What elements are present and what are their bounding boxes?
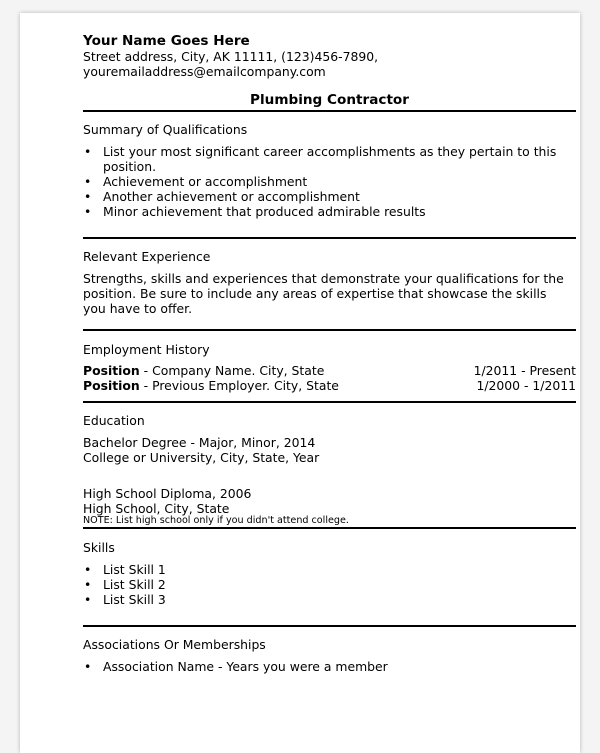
education-degree: Bachelor Degree - Major, Minor, 2014 — [83, 435, 316, 450]
employment-row — [83, 363, 324, 378]
list-item — [83, 592, 576, 607]
experience-text: Strengths, skills and experiences that demonstrate your qualifications for the — [83, 271, 564, 286]
employment-row — [83, 378, 339, 393]
associations-heading: Associations Or Memberships — [83, 637, 266, 652]
education-note: NOTE: List high school only if you didn't attend college. — [83, 515, 349, 526]
employment-heading: Employment History — [83, 342, 210, 357]
education-heading: Education — [83, 413, 145, 428]
list-item — [83, 174, 576, 189]
section-divider — [83, 527, 576, 529]
list-item — [83, 659, 576, 674]
resume-page — [20, 13, 580, 753]
list-item — [83, 189, 576, 204]
summary-item-text: Achievement or accomplishment — [103, 174, 308, 189]
education-diploma: High School Diploma, 2006 — [83, 486, 252, 501]
skill-text: List Skill 3 — [103, 592, 166, 607]
summary-heading: Summary of Qualifications — [83, 122, 248, 137]
associations-list — [83, 659, 576, 674]
skill-text: List Skill 1 — [103, 562, 166, 577]
position-title: Position — [83, 378, 140, 393]
summary-item-text: List your most significant career accomplishments as they pertain to this — [103, 144, 557, 159]
job-title: Plumbing Contractor — [250, 92, 409, 108]
education-school: High School, City, State — [83, 501, 230, 516]
section-divider — [83, 625, 576, 627]
section-divider — [83, 110, 576, 112]
summary-list — [83, 144, 576, 219]
list-item — [83, 577, 576, 592]
experience-text: you have to offer. — [83, 301, 193, 316]
section-divider — [83, 329, 576, 331]
contact-email: youremailaddress@emailcompany.com — [83, 64, 326, 79]
section-divider — [83, 237, 576, 239]
skill-text: List Skill 2 — [103, 577, 166, 592]
experience-text: position. Be sure to include any areas of expertise that showcase the skills — [83, 286, 547, 301]
list-item — [83, 204, 576, 219]
education-college: College or University, City, State, Year — [83, 450, 320, 465]
position-title: Position — [83, 363, 140, 378]
skills-list — [83, 562, 576, 607]
candidate-name: Your Name Goes Here — [83, 33, 250, 49]
employer-detail: - Previous Employer. City, State — [139, 378, 339, 393]
summary-item-text: position. — [103, 159, 157, 174]
summary-item-text: Minor achievement that produced admirable results — [103, 204, 426, 219]
section-divider — [83, 401, 576, 403]
employment-dates: 1/2000 - 1/2011 — [476, 378, 576, 393]
summary-item-text: Another achievement or accomplishment — [103, 189, 360, 204]
employment-dates: 1/2011 - Present — [473, 363, 576, 378]
list-item — [83, 144, 576, 174]
employer-detail: - Company Name. City, State — [139, 363, 325, 378]
list-item — [83, 562, 576, 577]
contact-address: Street address, City, AK 11111, (123)456-7890, — [83, 49, 379, 64]
skills-heading: Skills — [83, 540, 115, 555]
association-text: Association Name - Years you were a member — [103, 659, 388, 674]
experience-heading: Relevant Experience — [83, 249, 211, 264]
